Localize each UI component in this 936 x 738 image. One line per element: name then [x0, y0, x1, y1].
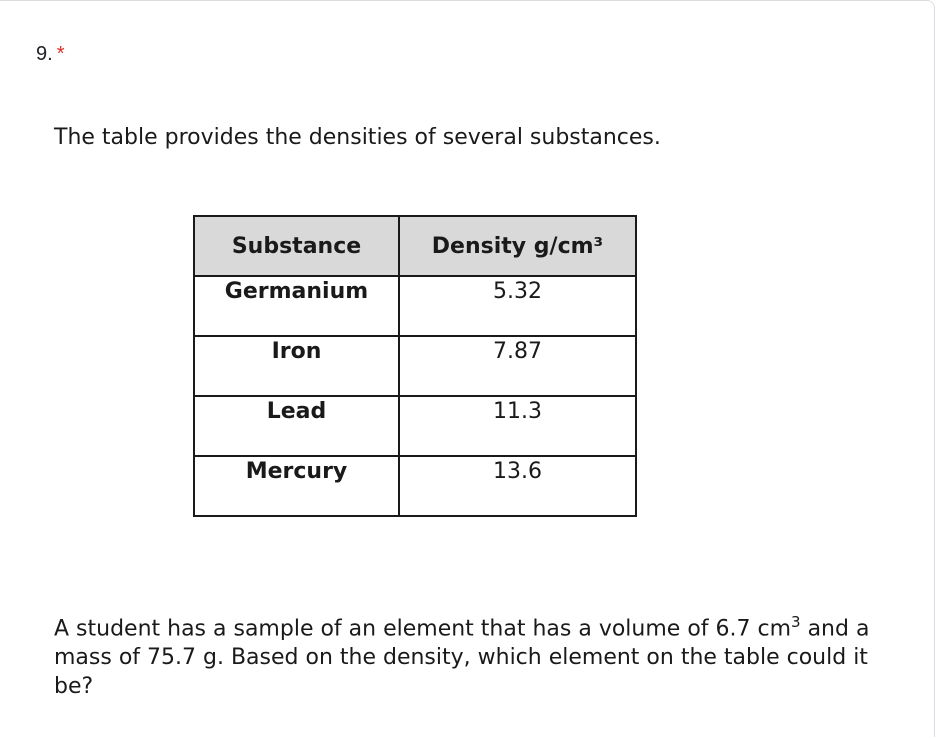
- prompt-text-part1: A student has a sample of an element that has a volume of 6.7 cm: [54, 616, 792, 642]
- substance-cell: Mercury: [194, 456, 399, 516]
- density-cell: 7.87: [399, 336, 636, 396]
- table-row: [194, 276, 636, 336]
- table-header-row: [194, 216, 636, 276]
- question-intro: The table provides the densities of several substances.: [54, 125, 661, 150]
- prompt-superscript: 3: [791, 613, 801, 631]
- density-cell: 5.32: [399, 276, 636, 336]
- question-prompt: [54, 608, 904, 701]
- substance-cell: Lead: [194, 396, 399, 456]
- header-substance: Substance: [194, 216, 399, 276]
- table-row: [194, 456, 636, 516]
- required-asterisk: *: [56, 43, 65, 65]
- density-cell: 11.3: [399, 396, 636, 456]
- density-cell: 13.6: [399, 456, 636, 516]
- question-header: [36, 43, 64, 66]
- substance-cell: Germanium: [194, 276, 399, 336]
- header-density: Density g/cm³: [399, 216, 636, 276]
- density-table: [193, 215, 637, 517]
- substance-cell: Iron: [194, 336, 399, 396]
- question-number: 9.: [36, 43, 53, 65]
- prompt-text-part2: and a mass of 75.7 g. Based on the density, which element on the table could it be?: [54, 616, 870, 700]
- table-row: [194, 396, 636, 456]
- table-row: [194, 336, 636, 396]
